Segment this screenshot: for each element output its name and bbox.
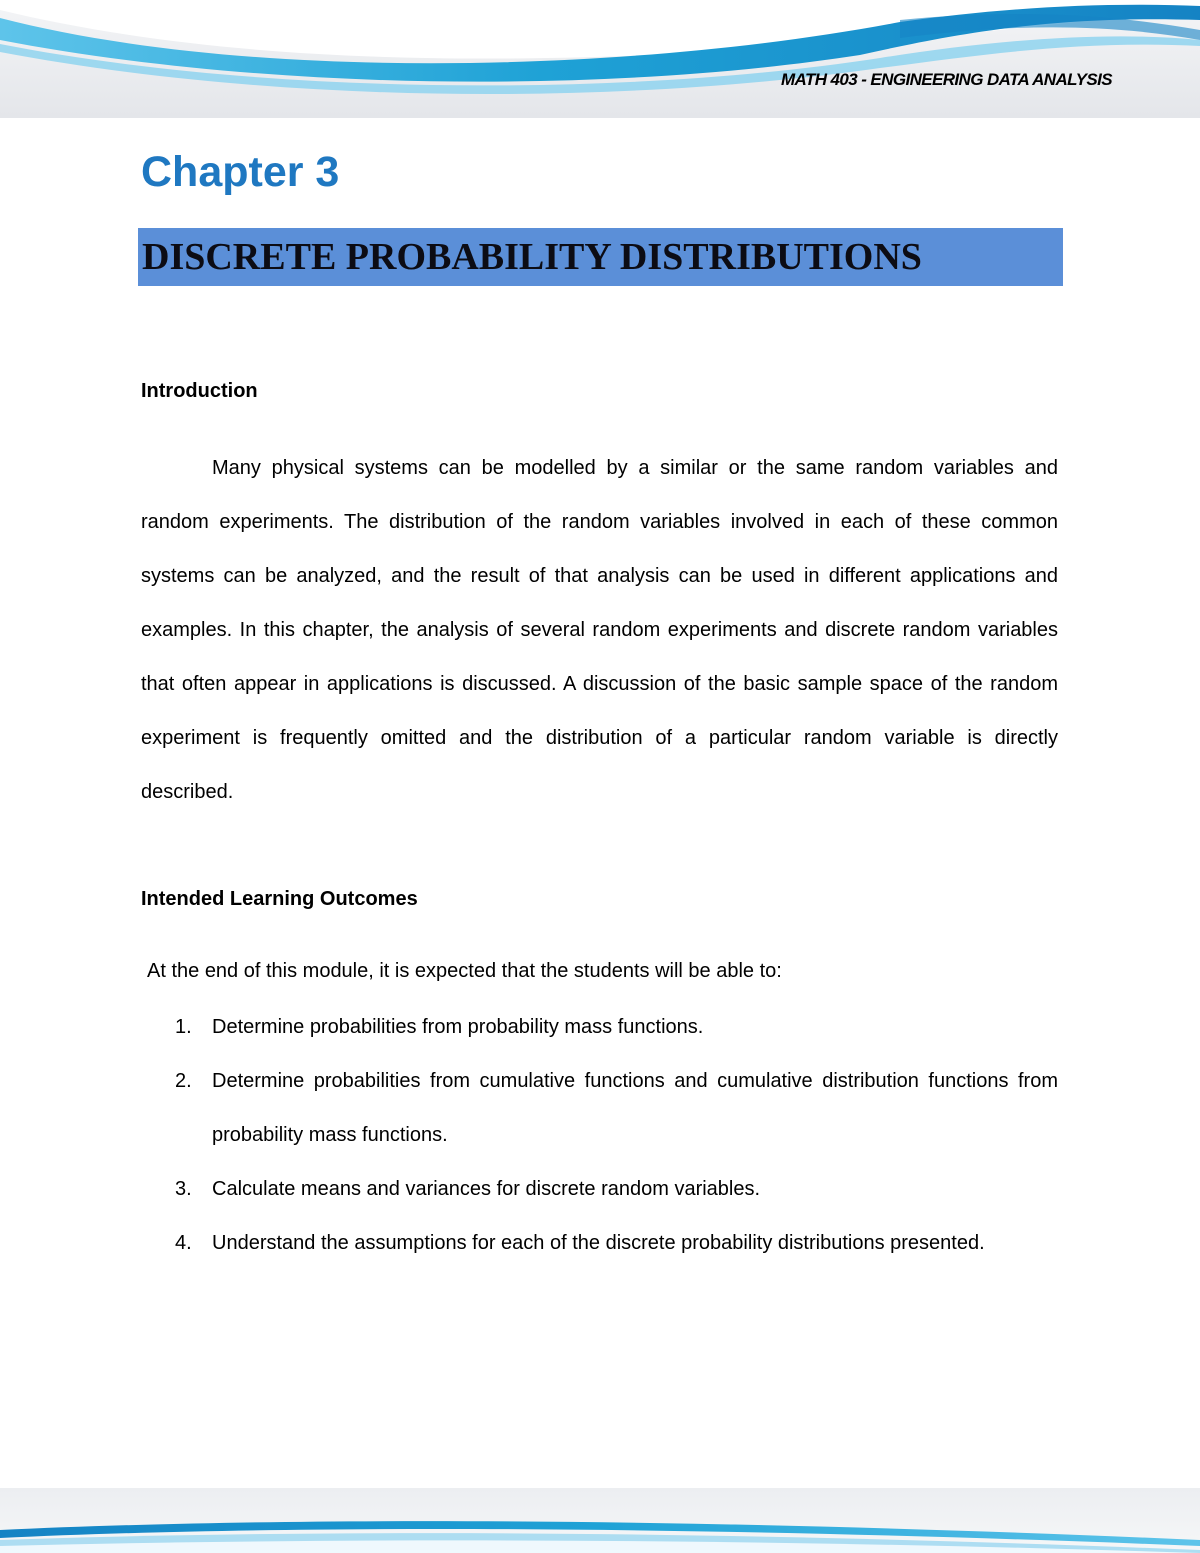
footer-wave-decoration bbox=[0, 1488, 1200, 1553]
list-item bbox=[141, 1054, 1058, 1162]
running-header: MATH 403 - ENGINEERING DATA ANALYSIS bbox=[780, 70, 1112, 89]
list-item-number: 3. bbox=[175, 1178, 192, 1200]
outcomes-lead-in: At the end of this module, it is expected that the students will be able to: bbox=[147, 960, 782, 982]
list-item-text: Determine probabilities from probability mass functions. bbox=[212, 1016, 704, 1038]
introduction-paragraph: Many physical systems can be modelled by a similar or the same random variables and random experiments. The distribution of the random variables involved in each of these common systems can be analyzed, and the result of that analysis can be used in different applications and examples. In this chapter, the analysis of several random experiments and discrete random variables that often appear in applications is discussed. A discussion of the basic sample space of the random experiment is frequently omitted and the distribution of a particular random variable is directly described. bbox=[141, 457, 1058, 803]
list-item-text: Calculate means and variances for discrete random variables. bbox=[212, 1178, 761, 1200]
list-item-number: 4. bbox=[175, 1232, 192, 1254]
list-item bbox=[141, 1216, 1058, 1270]
introduction-heading: Introduction bbox=[141, 380, 258, 402]
chapter-title: DISCRETE PROBABILITY DISTRIBUTIONS bbox=[142, 236, 922, 278]
learning-outcomes-list bbox=[141, 1000, 1058, 1270]
list-item-text: Determine probabilities from cumulative functions and cumulative distribution functions from probability mass functions. bbox=[212, 1070, 1058, 1146]
learning-outcomes-heading: Intended Learning Outcomes bbox=[141, 888, 418, 910]
list-item-number: 2. bbox=[175, 1070, 192, 1092]
list-item bbox=[141, 1000, 1058, 1054]
list-item-text: Understand the assumptions for each of the discrete probability distributions presented. bbox=[212, 1232, 985, 1254]
header-wave-decoration bbox=[0, 0, 1200, 120]
list-item-number: 1. bbox=[175, 1016, 192, 1038]
chapter-number: Chapter 3 bbox=[141, 148, 340, 196]
chapter-title-bar bbox=[138, 228, 1063, 286]
list-item bbox=[141, 1162, 1058, 1216]
